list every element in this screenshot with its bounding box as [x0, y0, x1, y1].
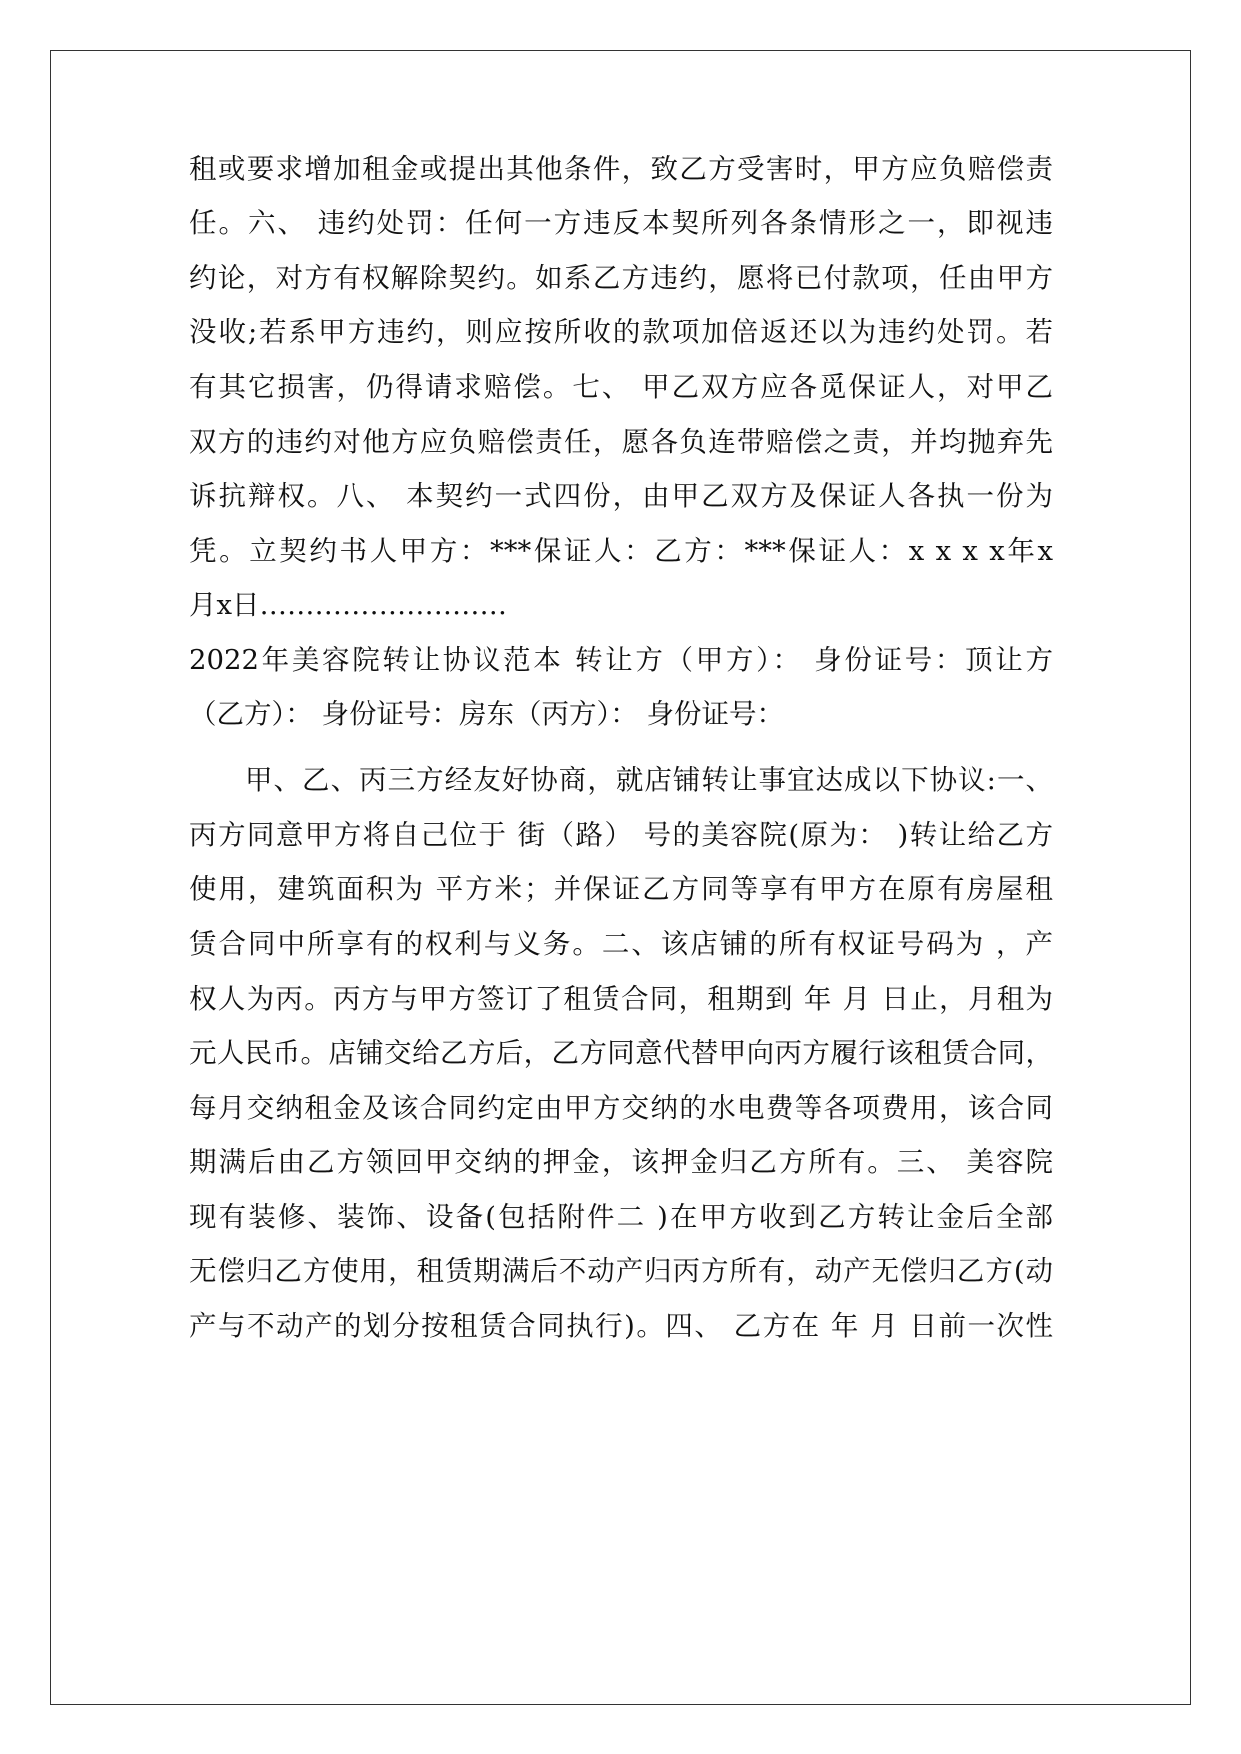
- text-line-5: 有其它损害，仍得请求赔偿。七、 甲乙双方应各觅保证人，对甲乙: [189, 371, 1053, 403]
- text-line-22: 产与不动产的划分按租赁合同执行)。四、 乙方在 年 月 日前一次性: [189, 1310, 1053, 1342]
- text-line-1: 租或要求增加租金或提出其他条件，致乙方受害时，甲方应负赔偿责: [189, 153, 1053, 185]
- text-line-2: 任。六、 违约处罚：任何一方违反本契所列各条情形之一，即视违: [189, 207, 1053, 239]
- text-line-15: 赁合同中所享有的权利与义务。二、该店铺的所有权证号码为 ，产: [189, 928, 1053, 960]
- text-line-8: 凭。立契约书人甲方：***保证人：乙方：***保证人：x x x x年x: [189, 535, 1053, 567]
- text-line-17: 元人民币。店铺交给乙方后，乙方同意代替甲向丙方履行该租赁合同，: [189, 1037, 1053, 1069]
- section-title-line: 2022年美容院转让协议范本 转让方（甲方）： 身份证号：顶让方: [189, 644, 1053, 676]
- text-line-7: 诉抗辩权。八、 本契约一式四份，由甲乙双方及保证人各执一份为: [189, 480, 1053, 512]
- text-line-4: 没收;若系甲方违约，则应按所收的款项加倍返还以为违约处罚。若: [189, 316, 1053, 348]
- text-line-20: 现有装修、装饰、设备(包括附件二 )在甲方收到乙方转让金后全部: [189, 1201, 1053, 1233]
- text-line-3: 约论，对方有权解除契约。如系乙方违约，愿将已付款项，任由甲方: [189, 262, 1053, 294]
- text-line-14: 使用，建筑面积为 平方米；并保证乙方同等享有甲方在原有房屋租: [189, 873, 1053, 905]
- text-line-21: 无偿归乙方使用，租赁期满后不动产归丙方所有，动产无偿归乙方(动: [189, 1255, 1053, 1287]
- text-line-13: 丙方同意甲方将自己位于 街（路） 号的美容院(原为： )转让给乙方: [189, 819, 1053, 851]
- text-line-6: 双方的违约对他方应负赔偿责任，愿各负连带赔偿之责，并均抛弃先: [189, 426, 1053, 458]
- text-line-19: 期满后由乙方领回甲交纳的押金，该押金归乙方所有。三、 美容院: [189, 1146, 1053, 1178]
- paragraph-start-line: 甲、乙、丙三方经友好协商，就店铺转让事宜达成以下协议:一、: [245, 764, 1053, 796]
- party-info-line: （乙方）： 身份证号：房东（丙方）： 身份证号：: [189, 698, 784, 730]
- text-line-16: 权人为丙。丙方与甲方签订了租赁合同，租期到 年 月 日止，月租为: [189, 983, 1053, 1015]
- text-line-18: 每月交纳租金及该合同约定由甲方交纳的水电费等各项费用，该合同: [189, 1092, 1053, 1124]
- text-line-9: 月x日………………………: [189, 589, 508, 621]
